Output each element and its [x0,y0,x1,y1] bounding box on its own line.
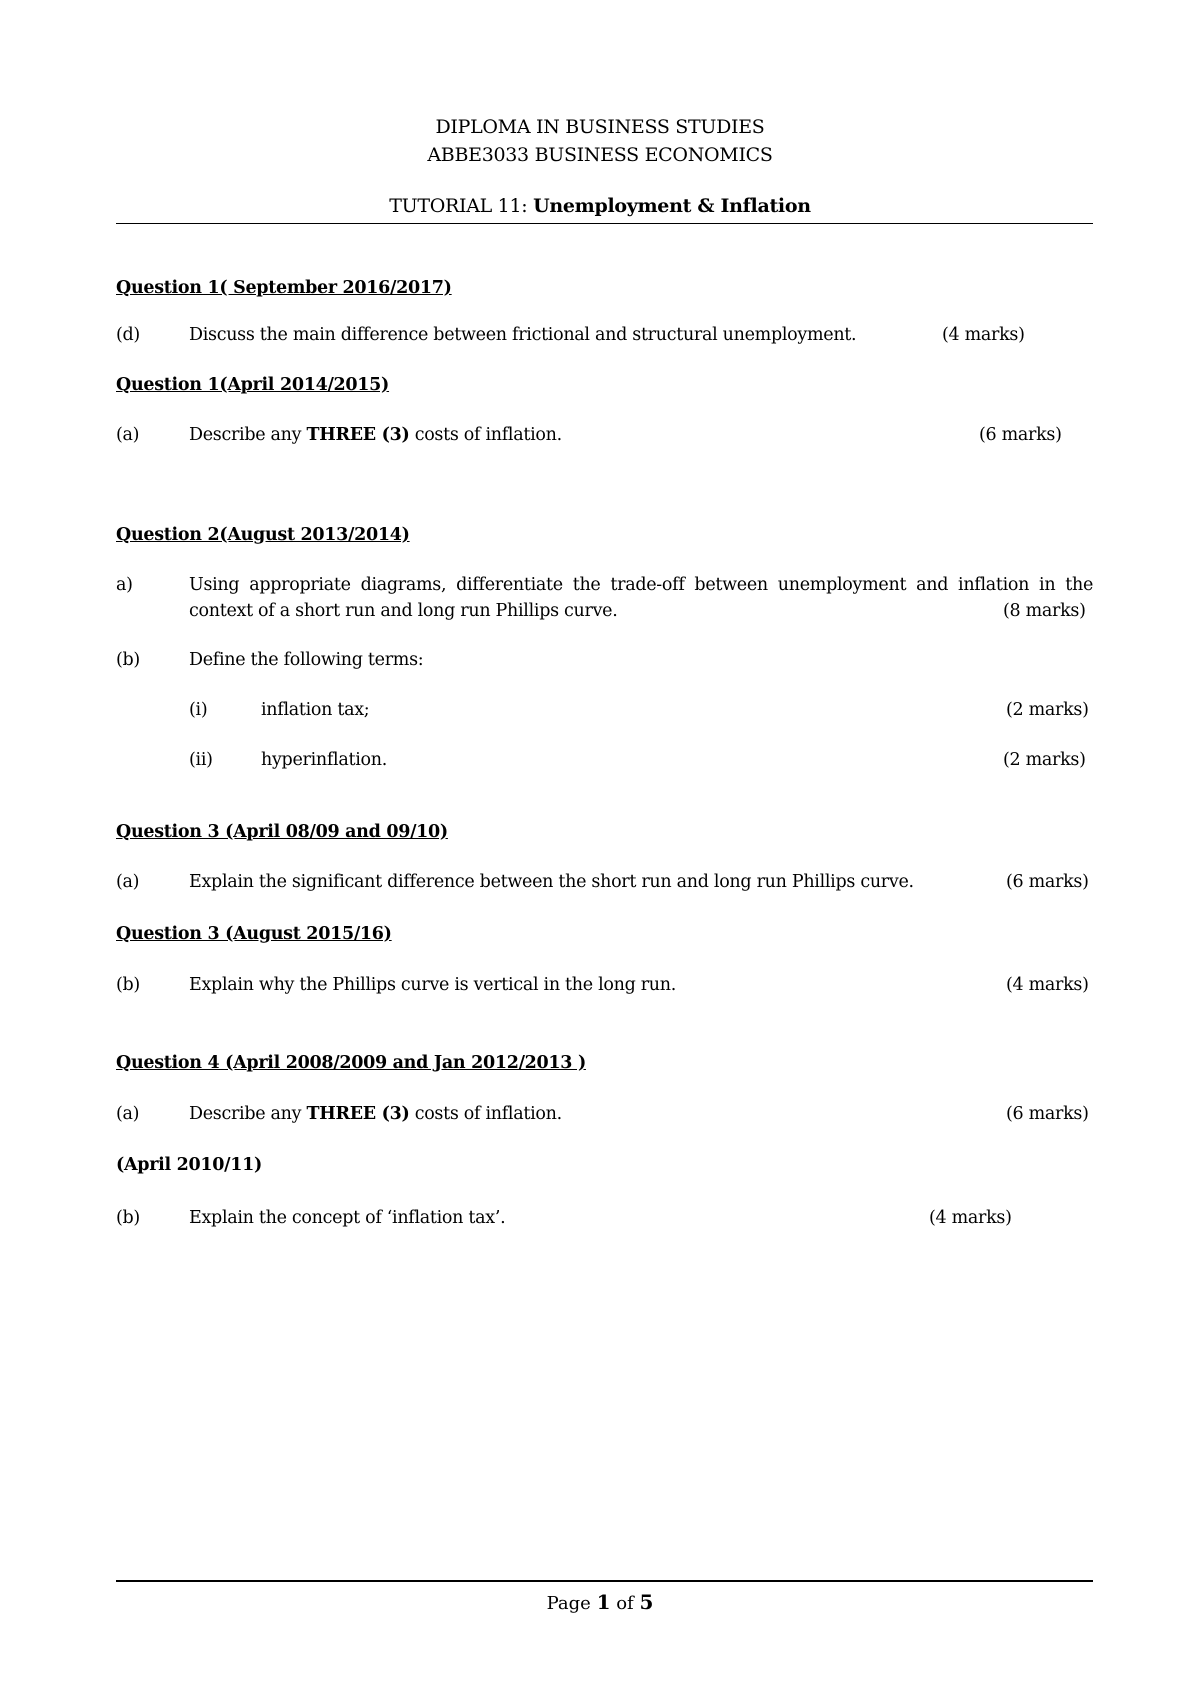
marks: (2 marks) [1003,750,1086,770]
sub-item-text: inflation tax; [261,700,370,720]
item-label: (a) [116,425,140,445]
marks: (4 marks) [942,325,1025,345]
header-rule [116,223,1093,224]
current-page: 1 [596,1590,611,1614]
section-heading: Question 4 (April 2008/2009 and Jan 2012/2013 ) [116,1053,586,1073]
question-text-line: Using appropriate diagrams, differentiate the trade-off between unemployment and inflation in the [189,575,1093,595]
section-heading: Question 1(April 2014/2015) [116,375,390,395]
page-word: Page [546,1593,597,1614]
item-label: (b) [116,975,140,995]
text-part: Describe any [189,1104,307,1124]
item-label: a) [116,575,133,595]
tutorial-topic: Unemployment & Inflation [533,195,811,217]
question-text: Explain the concept of ‘inflation tax’. [189,1208,506,1228]
marks: (4 marks) [929,1208,1012,1228]
emphasis-text: THREE (3) [306,1104,410,1124]
program-title: DIPLOMA IN BUSINESS STUDIES [435,116,765,138]
item-label: (b) [116,1208,140,1228]
marks: (6 marks) [1006,872,1089,892]
marks: (6 marks) [979,425,1062,445]
footer-rule [116,1580,1093,1582]
text-part: costs of inflation. [409,1104,562,1124]
item-label: (a) [116,1104,140,1124]
total-pages: 5 [639,1590,654,1614]
of-word: of [610,1593,640,1614]
question-text-line: context of a short run and long run Phillips curve. [189,601,618,621]
section-heading: Question 3 (April 08/09 and 09/10) [116,822,448,842]
sub-item-label: (ii) [189,750,213,770]
section-heading: Question 1( September 2016/2017) [116,278,452,298]
section-heading: Question 2(August 2013/2014) [116,525,410,545]
section-heading: Question 3 (August 2015/16) [116,924,392,944]
section-heading: (April 2010/11) [116,1155,262,1175]
sub-item-text: hyperinflation. [261,750,387,770]
marks: (6 marks) [1006,1104,1089,1124]
tutorial-prefix: TUTORIAL 11: [389,195,534,217]
marks: (8 marks) [1003,601,1086,621]
question-text: Explain the significant difference between the short run and long run Phillips curve. [189,872,914,892]
marks: (2 marks) [1006,700,1089,720]
emphasis-text: THREE (3) [306,425,410,445]
item-label: (a) [116,872,140,892]
page-number [0,1590,1200,1614]
item-label: (d) [116,325,140,345]
question-text: Define the following terms: [189,650,424,670]
question-text: Discuss the main difference between frictional and structural unemployment. [189,325,857,345]
course-title: ABBE3033 BUSINESS ECONOMICS [427,144,773,166]
question-text: Explain why the Phillips curve is vertical in the long run. [189,975,677,995]
marks: (4 marks) [1006,975,1089,995]
item-label: (b) [116,650,140,670]
sub-item-label: (i) [189,700,208,720]
question-text [189,1104,562,1124]
tutorial-title [0,195,1200,217]
text-part: costs of inflation. [409,425,562,445]
text-part: Describe any [189,425,307,445]
question-text [189,425,562,445]
